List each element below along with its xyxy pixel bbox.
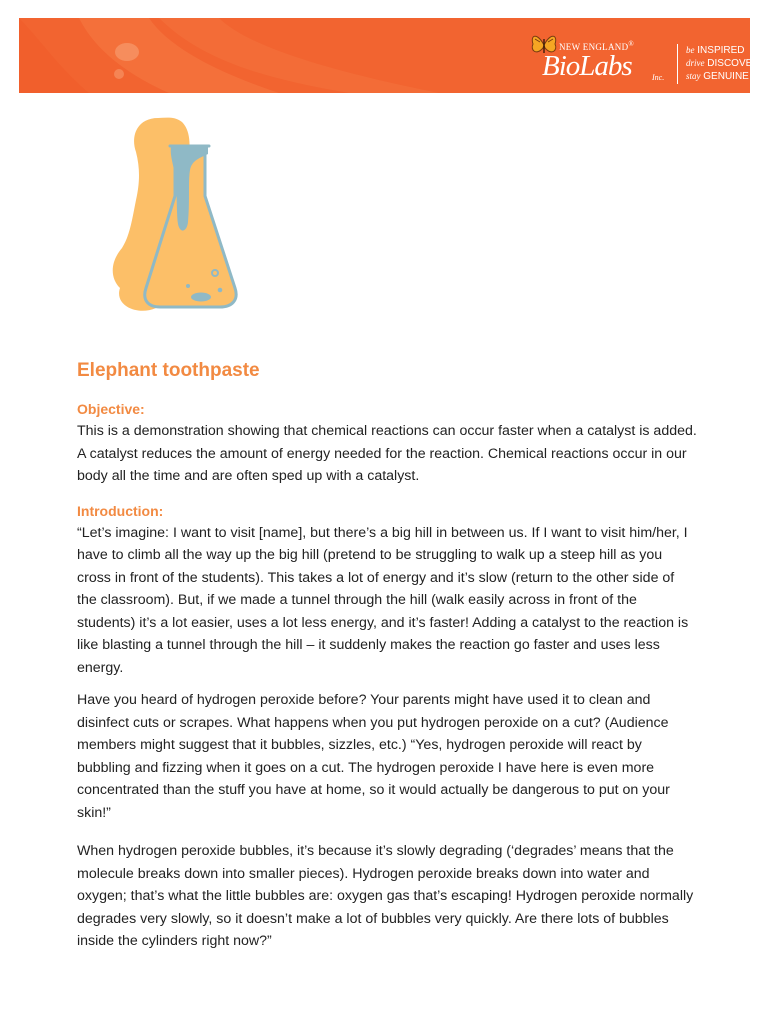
introduction-heading: Introduction: [77, 502, 164, 519]
document-body [77, 358, 697, 953]
logo-divider [677, 44, 678, 84]
intro-paragraph: When hydrogen peroxide bubbles, it’s because it’s slowly degrading (‘degrades’ means that the molecule breaks down into smaller pieces). Hydrogen peroxide breaks down into water and oxygen; that’s what the little bubbles are: oxygen gas that’s escaping! Hydrogen peroxide normally degrades very slowly, so it doesn’t make a lot of bubbles very quickly. Are there lots of bubbles inside the cylinders right now?” [77, 843, 694, 949]
brand-big-text: BioLabs [542, 50, 632, 82]
intro-paragraph: Have you heard of hydrogen peroxide before? Your parents might have used it to clean and disinfect cuts or scrapes. What happens when you put hydrogen peroxide on a cut? (Audience members might suggest that it bubbles, sizzles, etc.) “Yes, hydrogen peroxide will react by bubbling and fizzing when it goes on a cut. The hydrogen peroxide I have here is even more concentrated than the stuff you have at home, so it would actually be dangerous to put on your skin!” [77, 692, 670, 821]
tagline-line: drive DISCOVERY [686, 58, 767, 69]
flask-foam-icon [108, 110, 248, 320]
tagline-line: be INSPIRED [686, 45, 745, 56]
intro-paragraph: “Let’s imagine: I want to visit [name], but there’s a big hill in between us. If I want to visit him/her, I have to climb all the way up the big hill (pretend to be struggling to walk up a steep hill as you cross in front of the students). This takes a lot of energy and it’s slow (return to the other side of the classroom). But, if we made a tunnel through the hill (walk easily across in front of the students) it’s a lot easier, uses a lot less energy, and it’s faster! Adding a catalyst to the reaction is like blasting a tunnel through the hill – it suddenly makes the reaction go faster and uses less energy. [77, 524, 689, 676]
page-title: Elephant toothpaste [77, 360, 260, 381]
tagline-line: stay GENUINE [686, 71, 749, 82]
objective-heading: Objective: [77, 401, 145, 417]
neb-logo[interactable] [529, 28, 767, 88]
brand-small-text: NEW ENGLAND® [559, 40, 634, 52]
header-banner [19, 18, 767, 93]
objective-text: This is a demonstration showing that chemical reactions can occur faster when a catalyst is added. A catalyst reduces the amount of energy needed for the reaction. Chemical reactions occur in our body all the time and are often sped up with a catalyst. [77, 423, 697, 484]
brand-inc-text: Inc. [652, 73, 665, 82]
tagline [686, 44, 766, 83]
